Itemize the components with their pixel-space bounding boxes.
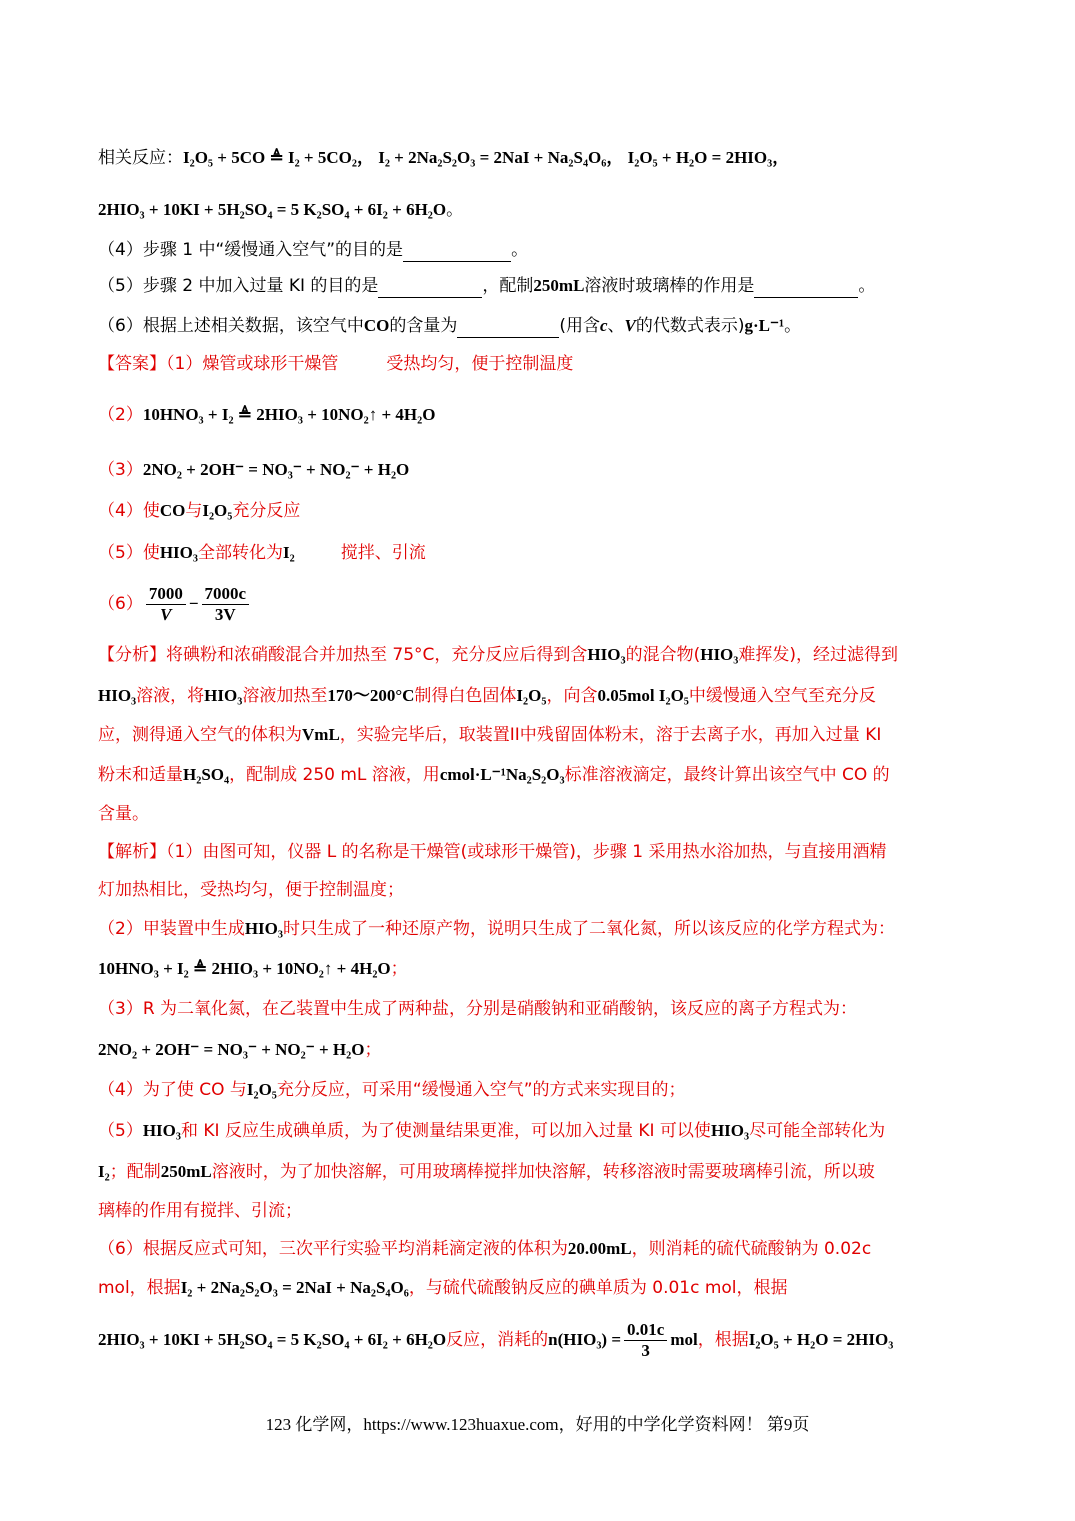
explain-line-4: 10HNO₃ + I₂ ≜ 2HIO₃ + 10NO₂↑ + 4H₂O；	[98, 959, 408, 979]
explain-line-10: 璃棒的作用有搅拌、引流；	[98, 1201, 302, 1221]
question-4: （4）步骤 1 中“缓慢通入空气”的目的是 。	[98, 240, 529, 260]
answer-3: （3）2NO₂ + 2OH⁻ = NO₃⁻ + NO₂⁻ + H₂O	[98, 460, 410, 480]
answer-4: （4）使CO与I₂O₅充分反应	[98, 501, 301, 521]
explain-line-3: （2）甲装置中生成HIO₃时只生成了一种还原产物，说明只生成了二氧化氮，所以该反应的化学方程式为：	[98, 919, 895, 939]
answer-5: （5）使HIO₃全部转化为I₂ 搅拌、引流	[98, 543, 426, 563]
answer-1: 【答案】（1）燥管或球形干燥管 受热均匀，便于控制温度	[98, 354, 574, 374]
explain-line-6: 2NO₂ + 2OH⁻ = NO₃⁻ + NO₂⁻ + H₂O；	[98, 1040, 382, 1060]
analysis-label: 【分析】	[98, 645, 166, 665]
answer-6: （6） $\frac{7000}{V}$ − $\frac{7000c}{3V}$	[98, 580, 989, 628]
question-5: （5）步骤 2 中加入过量 KI 的目的是 ，配制250mL溶液时玻璃棒的作用是 。	[98, 276, 876, 296]
explain-line-9: I₂；配制250mL溶液时，为了加快溶解，可用玻璃棒搅拌加快溶解，转移溶液时需要玻璃棒引流，所以玻	[98, 1162, 875, 1182]
answer-2: （2）10HNO₃ + I₂ ≜ 2HIO₃ + 10NO₂↑ + 4H₂O	[98, 405, 436, 425]
analysis-line-2: HIO₃溶液，将HIO₃溶液加热至170～200°C制得白色固体I₂O₅，向含0.05mol I₂O₅中缓慢通入空气至充分反	[98, 686, 876, 706]
explain-line-7: （4）为了使 CO 与I₂O₅充分反应，可采用“缓慢通入空气”的方式来实现目的；	[98, 1080, 686, 1100]
explain-line-1: 【解析】（1）由图可知，仪器 L 的名称是干燥管(或球形干燥管)，步骤 1 采用热水浴加热，与直接用酒精	[98, 842, 887, 862]
fraction: $\frac{0.01c}{3}$	[624, 1320, 667, 1361]
answer-blank[interactable]	[378, 279, 482, 298]
answer-blank[interactable]	[754, 279, 858, 298]
analysis-line-5: 含量。	[98, 804, 149, 824]
answer-blank[interactable]	[457, 319, 559, 338]
answer-blank[interactable]	[403, 243, 511, 262]
explain-label: 【解析】	[98, 842, 166, 862]
reaction-equation-line: 2HIO₃ + 10KI + 5H₂SO₄ = 5 K₂SO₄ + 6I₂ + 6H₂O。	[98, 200, 464, 220]
explain-line-2: 灯加热相比，受热均匀，便于控制温度；	[98, 880, 404, 900]
related-reactions-line: 相关反应：I₂O₅ + 5CO ≜ I₂ + 5CO₂， I₂ + 2Na₂S₂O₃ = 2NaI + Na₂S₄O₆， I₂O₅ + H₂O = 2HIO₃，	[98, 148, 790, 168]
fraction: $\frac{7000}{V}$	[146, 584, 186, 625]
explain-line-5: （3）R 为二氧化氮，在乙装置中生成了两种盐，分别是硝酸钠和亚硝酸钠，该反应的离子方程式为：	[98, 999, 858, 1019]
answer-label: 【答案】	[98, 354, 166, 374]
analysis-line-4: 粉末和适量H₂SO₄，配制成 250 mL 溶液，用cmol·L⁻¹Na₂S₂O₃标准溶液滴定，最终计算出该空气中 CO 的	[98, 765, 890, 785]
explain-line-11: （6）根据反应式可知，三次平行实验平均消耗滴定液的体积为20.00mL，则消耗的硫代硫酸钠为 0.02c	[98, 1239, 872, 1259]
explain-line-8: （5）HIO₃和 KI 反应生成碘单质，为了使测量结果更准，可以加入过量 KI 可以使HIO₃尽可能全部转化为	[98, 1121, 886, 1141]
explain-line-13: 2HIO₃ + 10KI + 5H₂SO₄ = 5 K₂SO₄ + 6I₂ + 6H₂O反应，消耗的n(HIO₃) = $\frac{0.01c}{3}$ mol，根据I₂O₅ + H₂O = 2HIO₃	[98, 1319, 894, 1360]
question-6: （6）根据上述相关数据，该空气中CO的含量为 (用含c、V的代数式表示)g·L⁻¹。	[98, 316, 802, 336]
fraction: $\frac{7000c}{3V}$	[202, 584, 250, 625]
analysis-line-1: 【分析】将碘粉和浓硝酸混合并加热至 75°C，充分反应后得到含HIO₃的混合物(HIO₃难挥发)，经过滤得到	[98, 645, 899, 665]
analysis-line-3: 应，测得通入空气的体积为VmL，实验完毕后，取装置II中残留固体粉末，溶于去离子水，再加入过量 KI	[98, 725, 882, 745]
explain-line-12: mol，根据I₂ + 2Na₂S₂O₃ = 2NaI + Na₂S₄O₆，与硫代硫酸钠反应的碘单质为 0.01c mol，根据	[98, 1278, 788, 1298]
page-footer: 123 化学网，https://www.123huaxue.com，好用的中学化学资料网！ 第9页	[265, 1415, 810, 1434]
reaction-equations: I₂O₅ + 5CO ≜ I₂ + 5CO₂， I₂ + 2Na₂S₂O₃ = 2NaI + Na₂S₄O₆， I₂O₅ + H₂O = 2HIO₃，	[183, 148, 790, 167]
